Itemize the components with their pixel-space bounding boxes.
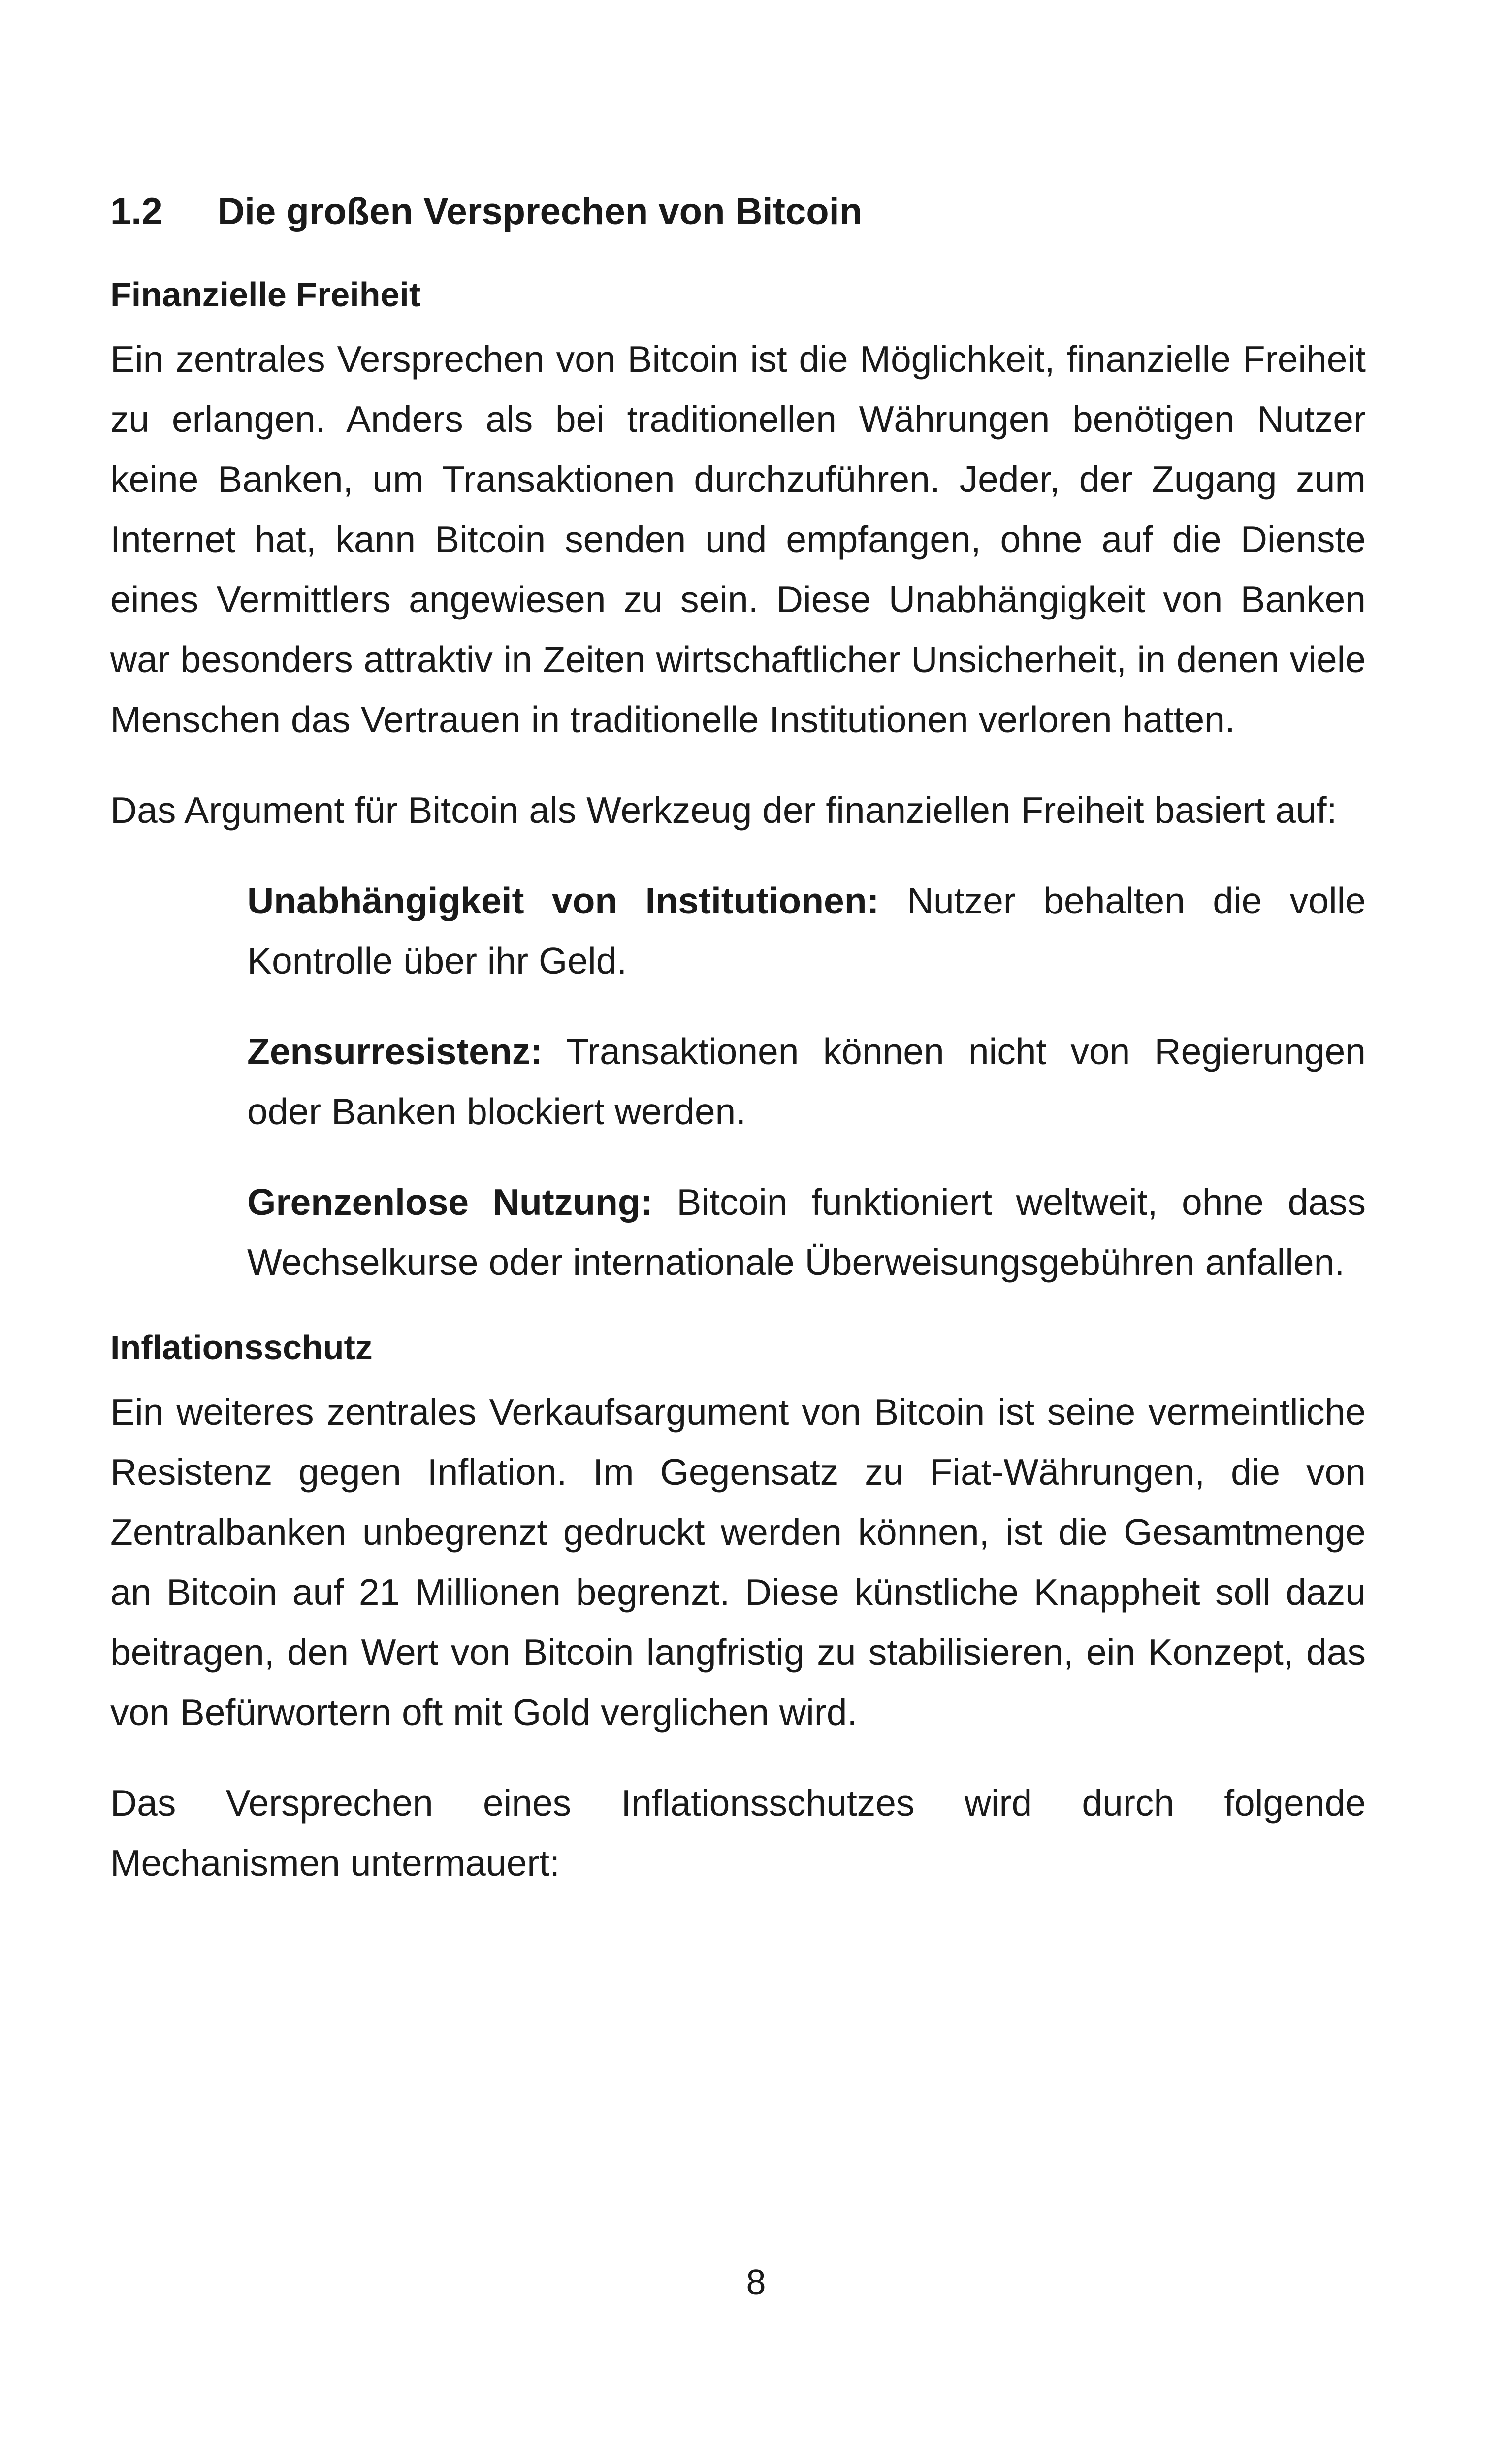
- subheading-finanzielle-freiheit: Finanzielle Freiheit: [110, 275, 421, 314]
- section-title: Die großen Versprechen von Bitcoin: [218, 191, 863, 232]
- list-term: Zensurresistenz:: [247, 1031, 543, 1072]
- list-term: Unabhängigkeit von Institutionen:: [247, 880, 879, 921]
- paragraph-mechanismen-intro: Das Versprechen eines Inflationsschutzes wird durch folgende Mechanismen untermauert:: [110, 1782, 1366, 1884]
- page-number: 8: [746, 2263, 766, 2302]
- list-term: Grenzenlose Nutzung:: [247, 1181, 653, 1223]
- paragraph-finanzielle-freiheit-intro: Ein zentrales Versprechen von Bitcoin ist die Möglichkeit, finanzielle Freiheit zu erlangen. Anders als bei traditionellen Währungen benötigen Nutzer keine Banken, um Transaktionen durchzuführen. Jeder, der Zugang zum Internet hat, kann Bitcoin senden und empfangen, ohne auf die Dienste eines Vermittlers angewiesen zu sein. Diese Unabhängigkeit von Banken war besonders attraktiv in Zeiten wirtschaftlicher Unsicherheit, in denen viele Menschen das Vertrauen in traditionelle Institutionen verloren hatten.: [110, 338, 1366, 740]
- section-heading: [110, 187, 1366, 236]
- list-text: Transaktionen können nicht von Regierungen oder Banken blockiert werden.: [247, 1031, 1366, 1132]
- list-item-zensurresistenz: [247, 1021, 1366, 1141]
- section-number: 1.2: [110, 191, 162, 232]
- paragraph-argument-intro: Das Argument für Bitcoin als Werkzeug der finanziellen Freiheit basiert auf:: [110, 789, 1337, 831]
- paragraph-inflationsschutz-intro: Ein weiteres zentrales Verkaufsargument von Bitcoin ist seine vermeintliche Resistenz gegen Inflation. Im Gegensatz zu Fiat-Währungen, die von Zentralbanken unbegrenzt gedruckt werden können, ist die Gesamtmenge an Bitcoin auf 21 Millionen begrenzt. Diese künstliche Knappheit soll dazu beitragen, den Wert von Bitcoin langfristig zu stabilisieren, ein Konzept, das von Befürwortern oft mit Gold verglichen wird.: [110, 1391, 1366, 1733]
- list-item-unabhaengigkeit: [247, 871, 1366, 991]
- list-text: Bitcoin funktioniert weltweit, ohne dass Wechselkurse oder internationale Überweisungsgebühren anfallen.: [247, 1181, 1366, 1283]
- page-content: [110, 187, 1366, 1923]
- argument-list: [110, 871, 1366, 1292]
- list-item-grenzenlose-nutzung: [247, 1172, 1366, 1292]
- subheading-inflationsschutz: Inflationsschutz: [110, 1328, 373, 1367]
- list-text: Nutzer behalten die volle Kontrolle über ihr Geld.: [247, 880, 1366, 981]
